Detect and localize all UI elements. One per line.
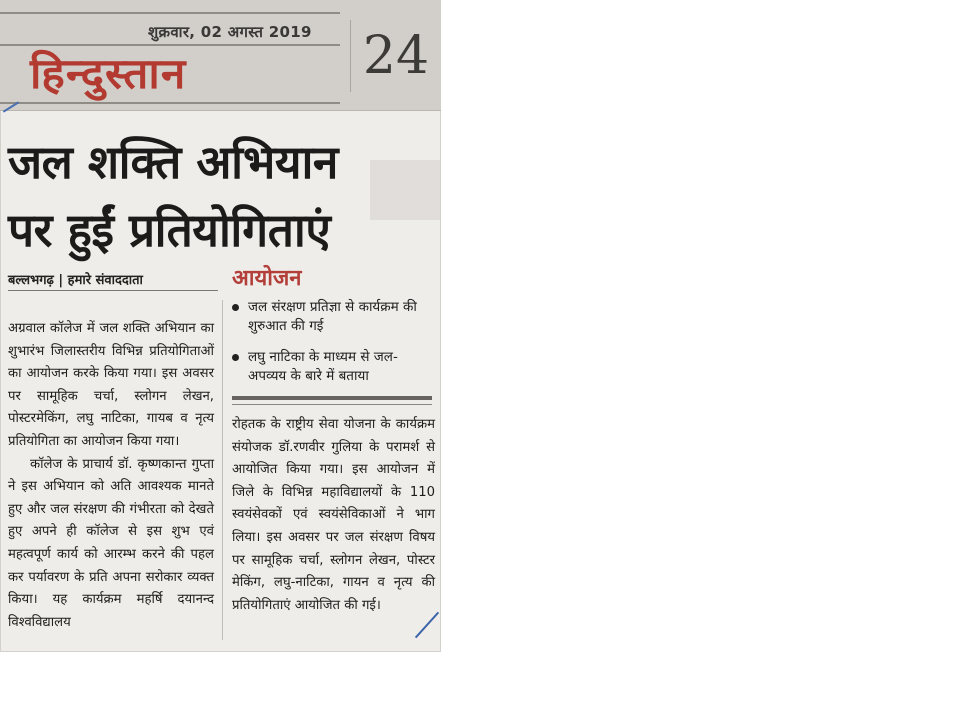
masthead-mid-rule	[0, 44, 340, 46]
paragraph: अग्रवाल कॉलेज में जल शक्ति अभियान का शुभारंभ जिलास्तरीय विभिन्न प्रतियोगिताओं का आयोजन करके किया गया। इस अवसर पर सामूहिक चर्चा, स्लोगन लेखन, पोस्टरमेकिंग, लघु नाटिका, गायब व नृत्य प्रतियोगिता का आयोजन किया गया।	[8, 321, 214, 449]
masthead-top-rule	[0, 12, 340, 14]
newspaper-clipping	[0, 0, 441, 652]
highlight-item: जल संरक्षण प्रतिज्ञा से कार्यक्रम की शुरुआत की गई	[232, 298, 432, 336]
section-label: आयोजन	[232, 266, 302, 291]
paragraph: रोहतक के राष्ट्रीय सेवा योजना के कार्यक्रम संयोजक डॉ.रणवीर गुलिया के परामर्श से आयोजित किया गया। इस आयोजन में जिले के विभिन्न महाविद्यालयों के 110 स्वयंसेवकों एवं स्वयंसेविकाओं ने भाग लिया। इस अवसर पर जल संरक्षण विषय पर सामूहिक चर्चा, स्लोगन लेखन, पोस्टर मेकिंग, लघु-नाटिका, गायन व नृत्य की प्रतियोगिताएं आयोजित की गई।	[232, 417, 435, 613]
newspaper-logo: हिन्दुस्तान	[30, 49, 187, 98]
page-number: 24	[350, 20, 441, 92]
headline-line-1: जल शक्ति अभियान	[8, 135, 338, 189]
paragraph: कॉलेज के प्राचार्य डॉ. कृष्णकान्त गुप्ता ने इस अभियान को अति आवश्यक मानते हुए और जल संरक्षण की गंभीरता को देखते हुए अपने ही कॉलेज से इस शुभ एवं महत्वपूर्ण कार्य को आरम्भ करने की पहल कर पर्यावरण के प्रति अपना सरोकार व्यक्त किया। यह कार्यक्रम महर्षि दयानन्द विश्वविद्यालय	[8, 456, 214, 630]
byline: बल्लभगढ़ | हमारे संवाददाता	[8, 273, 143, 288]
headline-line-2: पर हुईं प्रतियोगिताएं	[8, 203, 331, 257]
masthead-bottom-rule	[0, 102, 340, 104]
bleed-through-shadow	[370, 160, 440, 220]
article-headline	[8, 128, 368, 264]
highlight-item: लघु नाटिका के माध्यम से जल-अपव्यय के बारे में बताया	[232, 348, 432, 386]
column-divider	[222, 300, 223, 640]
masthead	[0, 0, 441, 111]
issue-date: शुक्रवार, 02 अगस्त 2019	[148, 23, 312, 41]
article-column-left	[8, 318, 214, 634]
highlight-list	[232, 298, 432, 398]
highlight-box-rule	[232, 396, 432, 400]
highlight-box-thin-rule	[232, 404, 432, 405]
byline-rule	[8, 290, 218, 291]
article-column-right	[232, 414, 435, 617]
